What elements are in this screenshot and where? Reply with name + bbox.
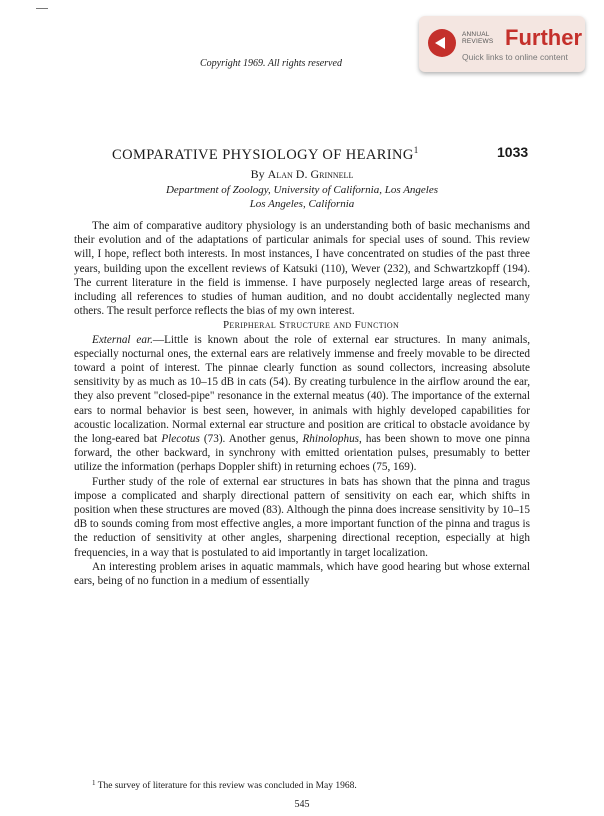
corner-scan-mark xyxy=(36,8,48,9)
article-title: COMPARATIVE PHYSIOLOGY OF HEARING$^1$ xyxy=(112,145,419,163)
further-title: Further xyxy=(505,25,582,50)
footnote: $^1$ The survey of literature for this review was concluded in May 1968. xyxy=(92,779,357,791)
page-code: 1033 xyxy=(497,144,529,160)
title-footnote-mark[interactable]: 1 xyxy=(413,145,419,155)
copyright-notice: Copyright 1969. All rights reserved xyxy=(200,58,342,69)
bats-paragraph: Further study of the role of external ear structures in bats has shown that the pinna and tragus impose a complicated and sharply directional pattern of sensitivity on each ear, which shifts in position when these structures are moved (83). Although the pinna does increase sensitivity by 10–15 dB to sounds coming from most effective angles, a more important function of the pinna and tragus is the reduction of sensitivity at other angles, sharpening directional reception, especially at high frequencies, in a way that is postulated to aid importantly in target localization. xyxy=(74,475,530,559)
play-logo-icon xyxy=(428,29,456,57)
external-ear-runin: External ear. xyxy=(92,333,153,346)
intro-paragraph: The aim of comparative auditory physiology is an understanding both of basic mechanisms and their evolution and of the adaptations of particular animals for special uses of sound. This review will, I hope, reflect both interests. In most instances, I have concentrated on studies of the past three years, building upon the excellent reviews of Katsuki (110), Wever (232), and Schwartzkopff (194). The current literature in the field is immense. I have purposely neglected large areas of research, including all references to studies of human audition, and no doubt accidentally neglected many others. The result perforce reflects the bias of my own interest. xyxy=(74,220,530,318)
affiliation-department: Department of Zoology, University of California, Los Angeles xyxy=(165,184,439,196)
aquatic-paragraph: An interesting problem arises in aquatic mammals, which have good hearing but whose external ears, being of no function in a medium of essentially xyxy=(74,560,530,588)
affiliation-location: Los Angeles, California xyxy=(249,198,355,210)
further-subtitle: Quick links to online content xyxy=(462,52,568,62)
author-line: By Alan D. Grinnell xyxy=(250,167,354,181)
section-heading: Peripheral Structure and Function xyxy=(222,319,400,332)
footnote-mark: 1 xyxy=(92,779,96,787)
rhinolophus-genus: Rhinolophus xyxy=(302,433,360,446)
author-name: Alan D. Grinnell xyxy=(267,167,354,181)
page-number: 545 xyxy=(294,799,310,810)
annual-reviews-further-badge[interactable] xyxy=(419,16,585,72)
annual-reviews-label: ANNUAL REVIEWS xyxy=(462,31,494,45)
external-ear-paragraph: External ear.—Little is known about the role of external ear structures. In many animals, especially nocturnal ones, the external ears are relatively immense and freely movable to be directed toward a point of interest. The pinnae clearly function as sound collectors, increasing absolute sensitivity by as much as 10–15 dB in cats (54). By creating turbulence in the airflow around the ear, they also prevent "closed-pipe" resonance in the external meatus (40). The importance of the external ears to normal behavior is best seen, however, in animals with highly developed capabilities for acoustic localization. Normal external ear structure and position are critical to obstacle avoidance by the long-eared bat Plecotus (73). Another genus, Rhinolophus, has been shown to move one pinna forward, the other backward, in synchrony with emitted orientation pulses, presumably to better utilize the information (perhaps Doppler shift) in returning echoes (75, 169). xyxy=(74,333,530,474)
article-body xyxy=(74,219,530,588)
plecotus-genus: Plecotus xyxy=(161,433,200,446)
